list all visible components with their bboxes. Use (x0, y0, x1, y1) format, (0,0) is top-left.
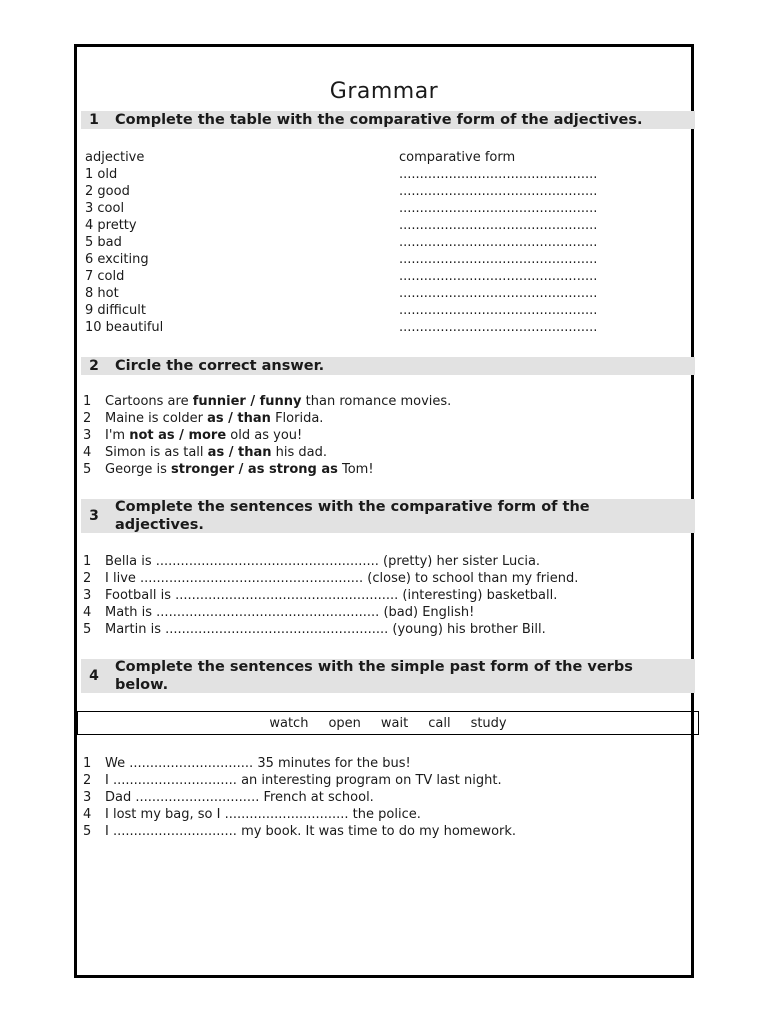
item-number: 3 (83, 790, 92, 805)
list-item (83, 570, 578, 587)
adjective-item: 3 cool (85, 201, 125, 216)
list-item (83, 621, 546, 638)
section-instruction: Complete the table with the comparative form of the adjectives. (115, 112, 643, 128)
item-number: 4 (83, 807, 92, 822)
answer-blank: ................................................ (399, 286, 598, 301)
sentence-text: Bella is ...................................................... (pretty) her sister Lucia. (105, 554, 541, 569)
sentence-text: Tom! (337, 462, 374, 477)
list-item (83, 604, 474, 621)
adjective-item: 8 hot (85, 286, 119, 301)
sentence-text: We .............................. 35 minutes for the bus! (105, 756, 411, 771)
list-item (83, 461, 374, 478)
worksheet-frame (74, 44, 694, 978)
adjective-item: 10 beautiful (85, 320, 164, 335)
answer-blank: ................................................ (399, 320, 598, 335)
sentence-text: old as you! (226, 428, 303, 443)
section-2-header (81, 357, 695, 375)
answer-blank: ................................................ (399, 303, 598, 318)
section-number: 1 (89, 112, 99, 128)
word-box (77, 711, 699, 735)
section-instruction: Circle the correct answer. (115, 358, 325, 374)
answer-choices: not as / more (129, 428, 227, 443)
sentence-text: I live ...................................................... (close) to school than my friend. (105, 571, 579, 586)
sentence-text: Cartoons are (105, 394, 193, 409)
sentence-text: I lost my bag, so I .............................. the police. (105, 807, 421, 822)
sentence-text: I .............................. my book. It was time to do my homework. (105, 824, 517, 839)
sentence-text: Math is ...................................................... (bad) English! (105, 605, 475, 620)
list-item (83, 755, 411, 772)
section-number: 3 (89, 508, 99, 524)
list-item (83, 806, 421, 823)
page-title: Grammar (329, 79, 439, 104)
item-number: 1 (83, 394, 92, 409)
sentence-text: his dad. (271, 445, 327, 460)
adjective-item: 4 pretty (85, 218, 137, 233)
item-number: 4 (83, 605, 92, 620)
list-item (83, 427, 302, 444)
adjective-item: 6 exciting (85, 252, 149, 267)
list-item (83, 393, 451, 410)
item-number: 3 (83, 428, 92, 443)
word-option: watch (269, 715, 309, 731)
sentence-text: I'm (105, 428, 130, 443)
answer-blank: ................................................ (399, 201, 598, 216)
answer-blank: ................................................ (399, 269, 598, 284)
item-number: 4 (83, 445, 92, 460)
adjective-item: 1 old (85, 167, 118, 182)
item-number: 1 (83, 756, 92, 771)
answer-blank: ................................................ (399, 252, 598, 267)
column-header-adjective: adjective (85, 150, 145, 165)
answer-blank: ................................................ (399, 218, 598, 233)
item-number: 3 (83, 588, 92, 603)
item-number: 2 (83, 773, 92, 788)
section-1-header (81, 111, 695, 129)
item-number: 5 (83, 824, 92, 839)
column-header-comparative: comparative form (399, 150, 516, 165)
word-option: call (428, 715, 451, 731)
answer-choices: funnier / funny (192, 394, 302, 409)
sentence-text: George is (105, 462, 172, 477)
list-item (83, 587, 557, 604)
adjective-item: 2 good (85, 184, 130, 199)
sentence-text: Florida. (270, 411, 324, 426)
answer-choices: as / than (207, 445, 272, 460)
item-number: 2 (83, 571, 92, 586)
adjective-item: 7 cold (85, 269, 125, 284)
answer-blank: ................................................ (399, 184, 598, 199)
item-number: 2 (83, 411, 92, 426)
word-option: open (328, 715, 361, 731)
list-item (83, 789, 374, 806)
sentence-text: I .............................. an interesting program on TV last night. (105, 773, 502, 788)
list-item (83, 772, 502, 789)
list-item (83, 553, 540, 570)
section-number: 4 (89, 668, 99, 684)
section-3-header (81, 499, 695, 533)
list-item (83, 444, 327, 461)
sentence-text: Martin is ...................................................... (young) his brother Bill. (105, 622, 546, 637)
word-option: wait (380, 715, 409, 731)
section-instruction: Complete the sentences with the simple past form of the verbs below. (115, 659, 633, 693)
section-number: 2 (89, 358, 99, 374)
answer-blank: ................................................ (399, 235, 598, 250)
adjective-item: 5 bad (85, 235, 122, 250)
list-item (83, 410, 323, 427)
adjective-item: 9 difficult (85, 303, 146, 318)
section-4-header (81, 659, 695, 693)
sentence-text: than romance movies. (301, 394, 452, 409)
word-option: study (470, 715, 507, 731)
answer-choices: stronger / as strong as (171, 462, 338, 477)
answer-choices: as / than (207, 411, 271, 426)
item-number: 1 (83, 554, 92, 569)
sentence-text: Maine is colder (105, 411, 208, 426)
sentence-text: Simon is as tall (105, 445, 208, 460)
list-item (83, 823, 516, 840)
section-instruction: Complete the sentences with the comparative form of the adjectives. (115, 499, 590, 533)
answer-blank: ................................................ (399, 167, 598, 182)
sentence-text: Dad .............................. French at school. (105, 790, 374, 805)
item-number: 5 (83, 462, 92, 477)
sentence-text: Football is ...................................................... (interesting) basketball. (105, 588, 558, 603)
item-number: 5 (83, 622, 92, 637)
